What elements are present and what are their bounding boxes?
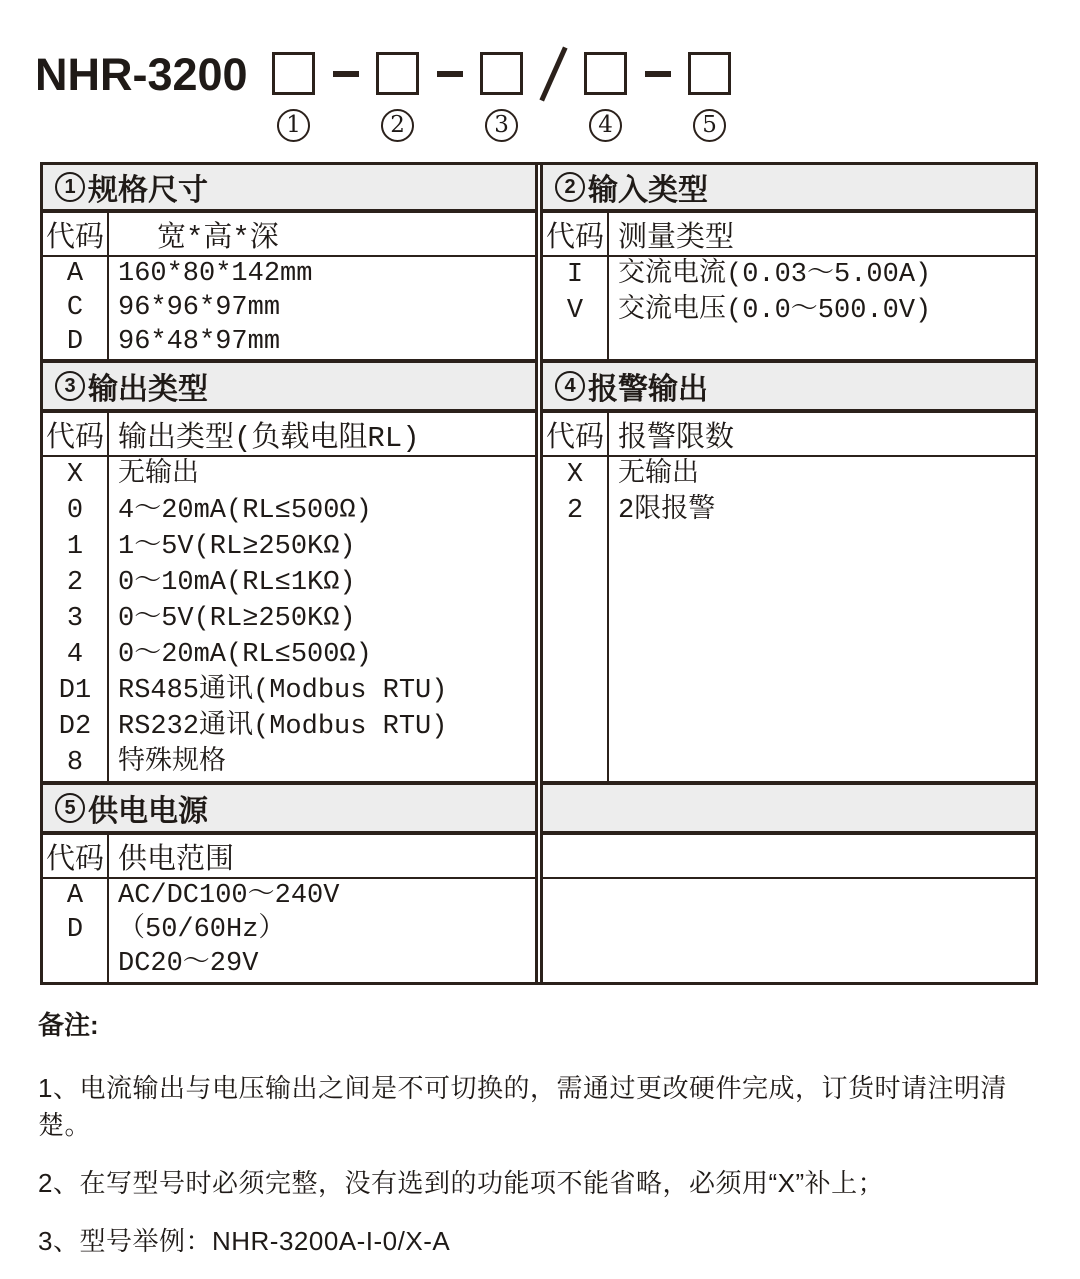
table-body	[43, 457, 535, 781]
circled-number-4: 4	[589, 109, 622, 142]
model-label: NHR-3200	[35, 49, 248, 100]
dash-icon	[333, 71, 359, 77]
blank-box-5	[688, 52, 731, 95]
table-left-half	[43, 165, 538, 982]
code-cell	[543, 257, 609, 359]
value-cell	[109, 879, 535, 982]
table-cell-line: 交流电压(0.0～500.0V)	[618, 296, 932, 326]
model-position-3	[480, 52, 524, 142]
code-column-header: 代码	[543, 213, 609, 255]
table-cell-line: AC/DC100～240V	[118, 881, 340, 911]
table-cell-line: 交流电流(0.03～5.00A)	[618, 260, 932, 290]
column-header-row	[543, 213, 1035, 257]
table-cell-line: 2	[66, 568, 84, 598]
empty-cell	[543, 879, 1035, 982]
table-cell-line: 160*80*142mm	[118, 259, 313, 289]
section-title: 输出类型	[88, 373, 208, 406]
value-cell	[609, 457, 1035, 781]
column-header-row	[43, 213, 535, 257]
section-header-power-supply	[43, 781, 535, 835]
table-cell-line: RS232通讯(Modbus RTU)	[118, 712, 448, 742]
value-cell	[109, 457, 535, 781]
slash-icon	[540, 46, 568, 101]
table-cell-line: 3	[66, 604, 84, 634]
empty-cell	[543, 835, 1035, 877]
table-cell-line: D	[66, 327, 84, 357]
circled-number-icon: 4	[555, 371, 585, 401]
table-cell-line: I	[566, 260, 584, 290]
section-title: 报警输出	[588, 373, 708, 406]
value-cell	[109, 257, 535, 359]
circled-number-icon: 1	[55, 172, 85, 202]
dash-icon	[437, 71, 463, 77]
section-header-alarm-output	[543, 359, 1035, 413]
table-cell-line: （50/60Hz）	[118, 915, 286, 945]
table-cell-line: 96*96*97mm	[118, 293, 281, 323]
code-cell	[43, 879, 109, 982]
circled-number-icon: 3	[55, 371, 85, 401]
table-cell-line: 2限报警	[618, 496, 716, 526]
section-header-output-type	[43, 359, 535, 413]
table-cell-line: D1	[58, 676, 92, 706]
empty-body	[543, 879, 1035, 982]
dash-icon	[645, 71, 671, 77]
circled-number-5: 5	[693, 109, 726, 142]
table-cell-line: A	[66, 881, 84, 911]
column-header-row	[543, 413, 1035, 457]
circled-number-3: 3	[485, 109, 518, 142]
table-cell-line: 8	[66, 748, 84, 778]
circled-number-1: 1	[277, 109, 310, 142]
table-cell-line: RS485通讯(Modbus RTU)	[118, 676, 448, 706]
code-column-header: 代码	[543, 413, 609, 455]
model-position-2	[376, 52, 420, 142]
table-cell-line: V	[566, 296, 584, 326]
table-cell-line: C	[66, 293, 84, 323]
value-column-header: 输出类型(负载电阻RL)	[118, 421, 420, 455]
code-column-header: 代码	[43, 835, 109, 877]
table-body	[543, 457, 1035, 781]
section-title: 供电电源	[88, 795, 208, 828]
model-position-1	[272, 52, 316, 142]
table-cell-line: X	[66, 460, 84, 490]
dash-separator	[316, 52, 376, 95]
circled-number-icon: 5	[55, 793, 85, 823]
code-cell	[43, 257, 109, 359]
model-selection-table	[40, 162, 1038, 985]
section-title: 输入类型	[588, 174, 708, 207]
table-cell-line: 无输出	[118, 460, 199, 490]
circled-number-2: 2	[381, 109, 414, 142]
table-cell-line: D	[66, 915, 84, 945]
model-position-5	[688, 52, 732, 142]
table-cell-line: 1	[66, 532, 84, 562]
section-title: 规格尺寸	[88, 174, 208, 207]
table-cell-line: 4～20mA(RL≤500Ω)	[118, 496, 372, 526]
table-body	[43, 257, 535, 359]
column-header-row	[43, 835, 535, 879]
section-header-input-type	[543, 165, 1035, 213]
table-cell-line: A	[66, 259, 84, 289]
note-item-3: 3、型号举例：NHR-3200A-I-0/X-A	[38, 1226, 451, 1256]
code-cell	[543, 457, 609, 781]
blank-box-4	[584, 52, 627, 95]
table-cell-line: X	[566, 460, 584, 490]
dash-separator	[420, 52, 480, 95]
column-header-row	[43, 413, 535, 457]
table-body	[543, 257, 1035, 359]
section-header-dimensions	[43, 165, 535, 213]
table-right-half	[540, 165, 1035, 982]
table-body	[43, 879, 535, 982]
table-cell-line: 0～20mA(RL≤500Ω)	[118, 640, 372, 670]
code-cell	[43, 457, 109, 781]
table-cell-line: 0～5V(RL≥250KΩ)	[118, 604, 356, 634]
value-column-header: 测量类型	[618, 221, 735, 255]
table-cell-line: 无输出	[618, 460, 699, 490]
table-cell-line: 4	[66, 640, 84, 670]
code-column-header: 代码	[43, 213, 109, 255]
slash-separator	[524, 52, 584, 95]
note-item-2: 2、在写型号时必须完整，没有选到的功能项不能省略，必须用“X”补上；	[38, 1168, 885, 1198]
table-cell-line: 2	[566, 496, 584, 526]
value-cell	[609, 257, 1035, 359]
value-column-header: 宽*高*深	[157, 221, 279, 255]
table-cell-line: 96*48*97mm	[118, 327, 281, 357]
notes-heading: 备注:	[38, 1010, 99, 1040]
value-column-header: 供电范围	[118, 843, 235, 877]
table-cell-line: 0	[66, 496, 84, 526]
empty-header-row	[543, 835, 1035, 879]
model-code-diagram	[35, 49, 732, 142]
note-item-1: 1、电流输出与电压输出之间是不可切换的，需通过更改硬件完成，订货时请注明清楚。	[38, 1073, 1007, 1140]
circled-number-icon: 2	[555, 172, 585, 202]
blank-box-3	[480, 52, 523, 95]
code-column-header: 代码	[43, 413, 109, 455]
table-cell-line: DC20～29V	[118, 949, 259, 979]
table-cell-line: 1～5V(RL≥250KΩ)	[118, 532, 356, 562]
table-cell-line: 特殊规格	[118, 748, 226, 778]
table-cell-line: D2	[58, 712, 92, 742]
empty-section-band	[543, 781, 1035, 835]
blank-box-2	[376, 52, 419, 95]
dash-separator	[628, 52, 688, 95]
blank-box-1	[272, 52, 315, 95]
notes-section	[38, 1005, 1048, 1279]
value-column-header: 报警限数	[618, 421, 735, 455]
table-cell-line: 0～10mA(RL≤1KΩ)	[118, 568, 356, 598]
model-position-4	[584, 52, 628, 142]
